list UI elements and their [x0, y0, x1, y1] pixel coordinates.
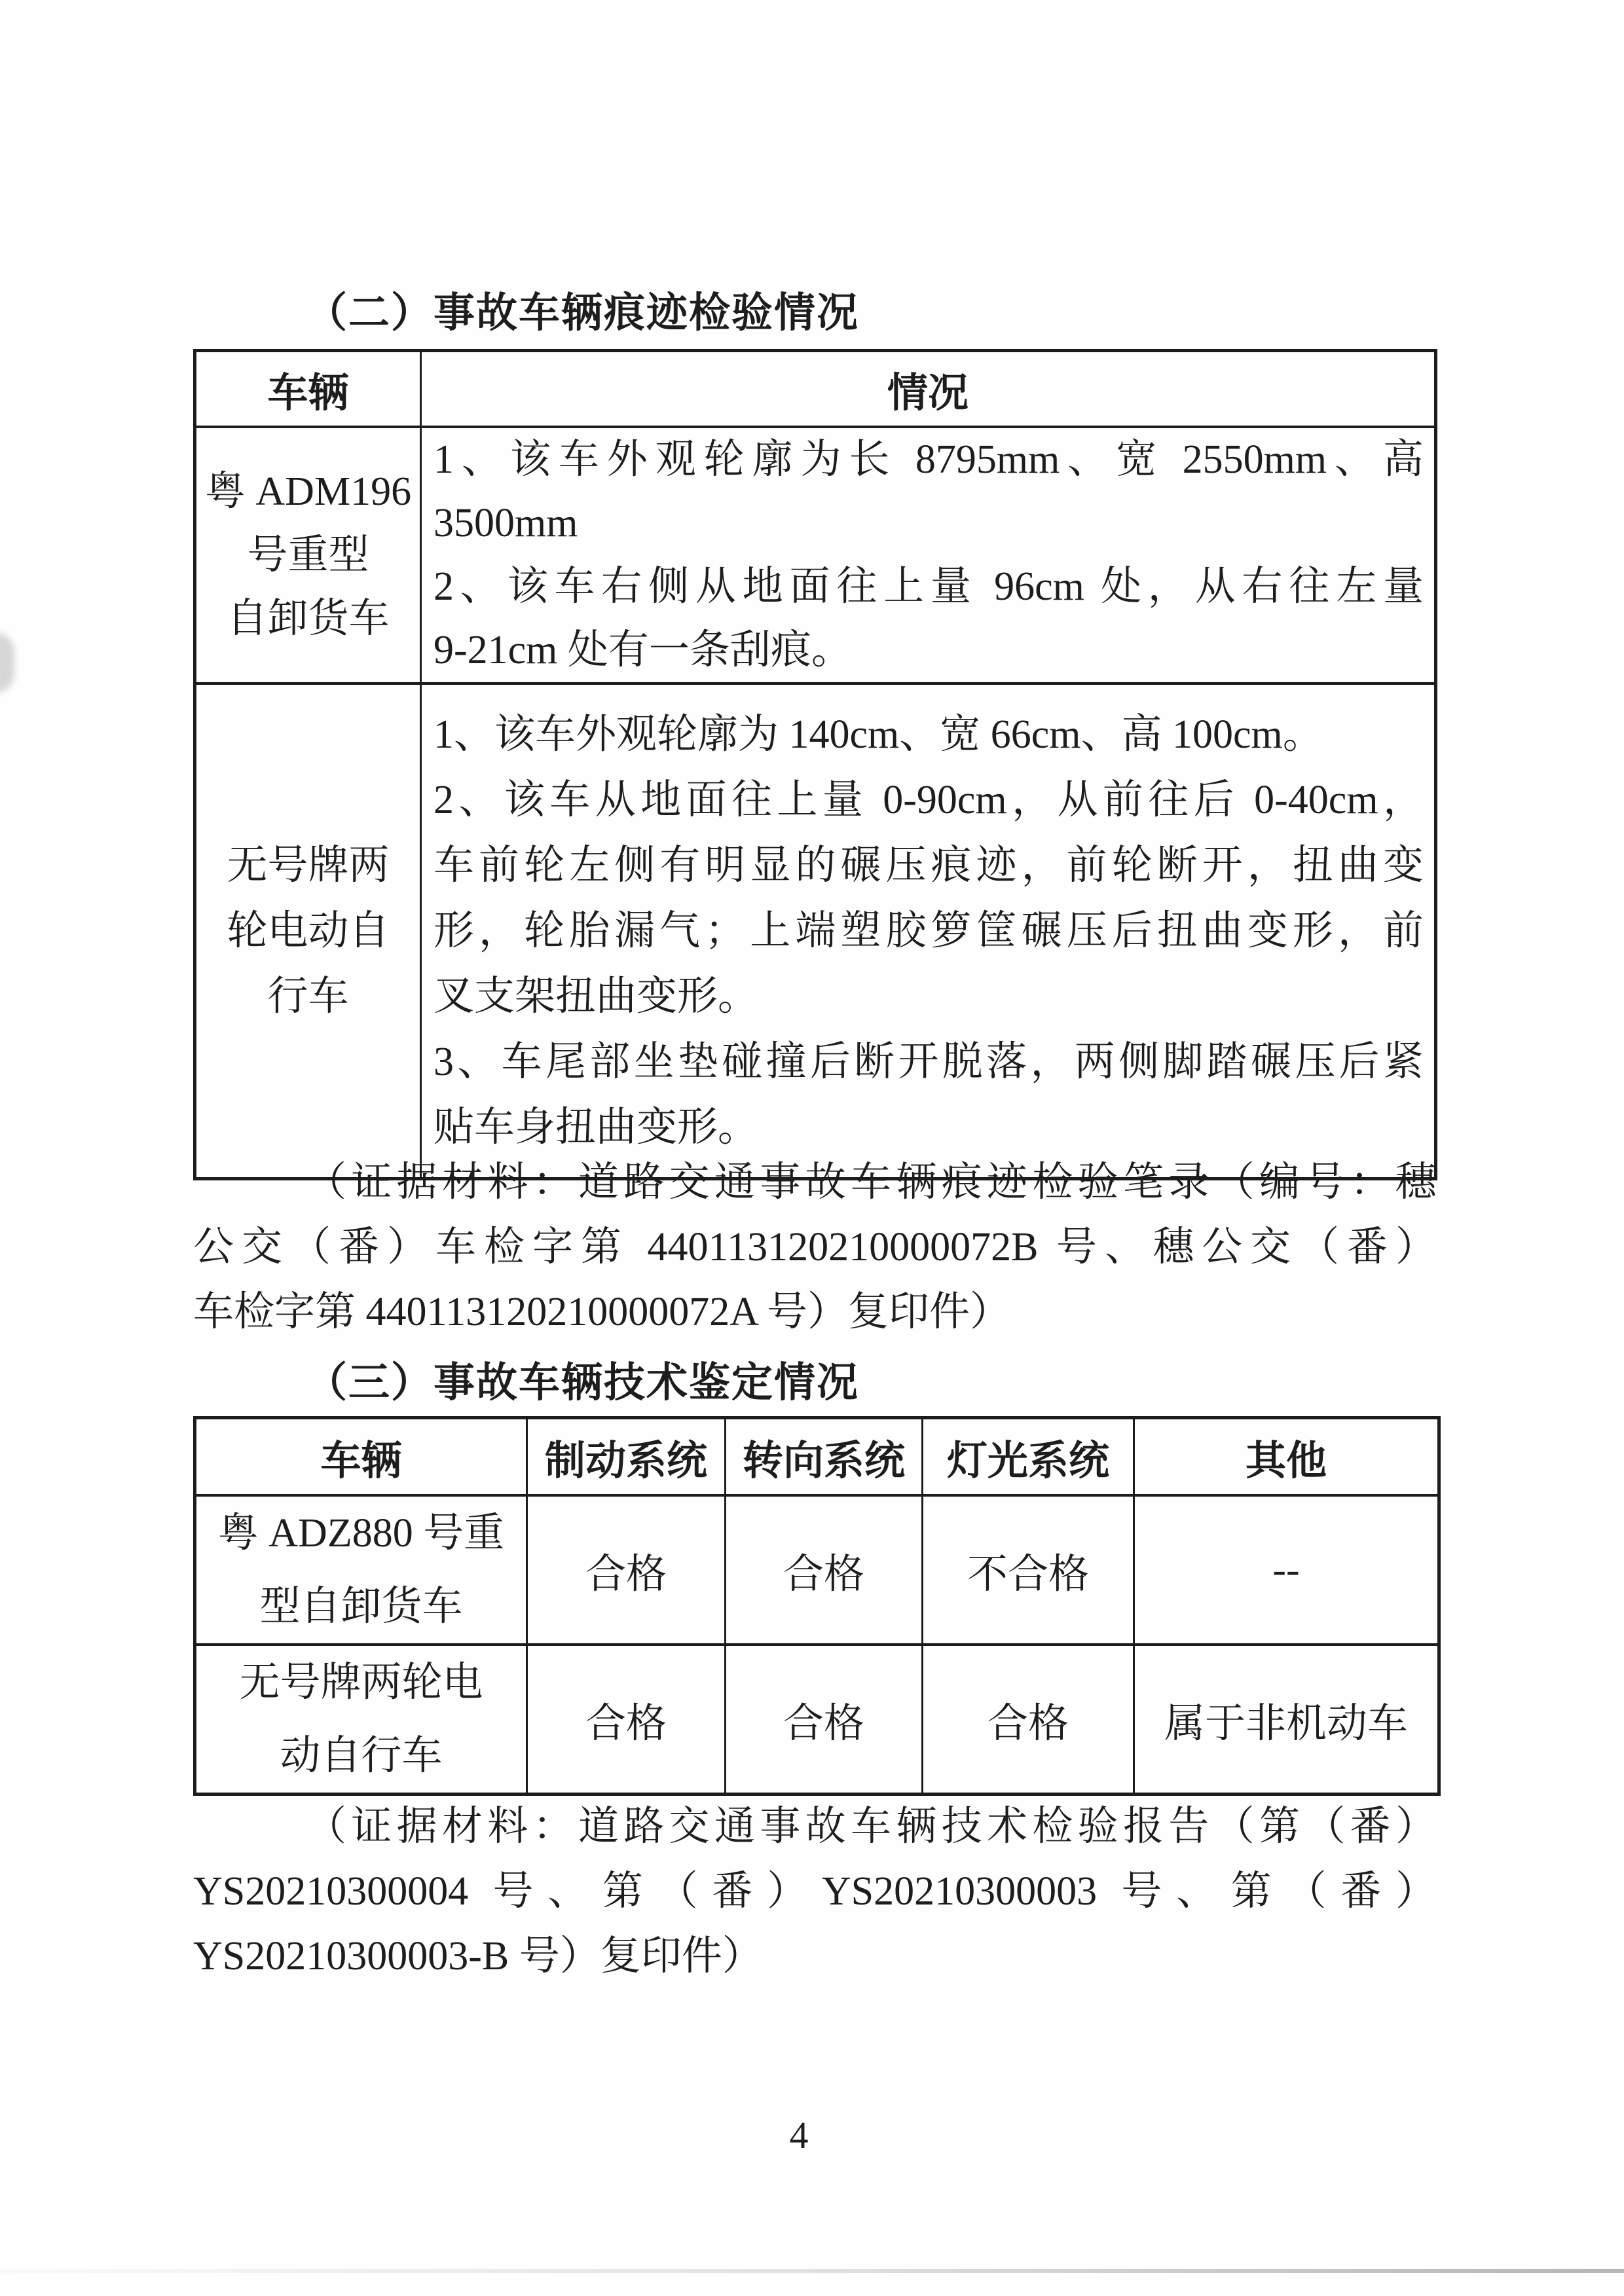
evidence-line: （证据材料：道路交通事故车辆痕迹检验笔录（编号：穗	[306, 1160, 1436, 1205]
vehicle-name-line: 粤 ADM196	[204, 469, 412, 514]
trace-table-row-ebike	[195, 683, 1436, 1179]
other-result-cell: 属于非机动车	[1134, 1645, 1439, 1795]
situation-line: 9-21cm 处有一条刮痕。	[434, 628, 852, 672]
situation-cell	[421, 683, 1436, 1179]
other-result-cell: --	[1134, 1495, 1439, 1645]
trace-table-row-truck	[195, 427, 1436, 683]
page-number: 4	[789, 2114, 809, 2157]
evidence-line: 公交（番）车检字第 440113120210000072B 号、穗公交（番）	[193, 1225, 1436, 1269]
situation-line: 2、该车从地面往上量 0-90cm，从前往后 0-40cm，	[434, 778, 1424, 822]
trace-header-situation: 情况	[421, 351, 1436, 428]
vehicle-name-line: 轮电动自	[227, 909, 390, 953]
tech-table-header-row	[195, 1418, 1439, 1496]
vehicle-name-line: 粤 ADZ880 号重	[217, 1511, 505, 1556]
vehicle-name-cell	[195, 427, 421, 683]
trace-header-vehicle: 车辆	[195, 351, 421, 428]
situation-cell	[421, 427, 1436, 683]
vehicle-name-line: 型自卸货车	[259, 1584, 463, 1629]
tech-table-row-truck	[195, 1495, 1439, 1645]
vehicle-name-line: 行车	[267, 974, 349, 1019]
tech-header-brake-system: 制动系统	[527, 1418, 726, 1496]
trace-table-header-row	[195, 351, 1436, 428]
situation-line: 2、该车右侧从地面往上量 96cm 处，从右往左量	[434, 564, 1424, 609]
steering-result-cell: 合格	[726, 1645, 923, 1795]
evidence-paragraph-trace	[193, 1150, 1436, 1345]
technical-appraisal-table	[193, 1416, 1441, 1796]
scan-crease-artifact	[0, 2269, 1624, 2273]
situation-line: 车前轮左侧有明显的碾压痕迹，前轮断开，扭曲变	[434, 843, 1424, 888]
situation-line: 1、该车外观轮廓为 140cm、宽 66cm、高 100cm。	[434, 712, 1323, 757]
vehicle-name-line: 无号牌两	[227, 843, 390, 888]
tech-header-other: 其他	[1134, 1418, 1439, 1496]
tech-header-steering-system: 转向系统	[726, 1418, 923, 1496]
scan-smudge-artifact	[0, 632, 14, 693]
vehicle-name-line: 无号牌两轮电	[239, 1660, 483, 1705]
tech-table-row-ebike	[195, 1645, 1439, 1795]
evidence-line: （证据材料：道路交通事故车辆技术检验报告（第（番）	[306, 1804, 1436, 1849]
evidence-line: YS20210300003-B 号）复印件）	[193, 1934, 763, 1978]
light-result-cell: 合格	[923, 1645, 1134, 1795]
evidence-paragraph-technical	[193, 1795, 1436, 1989]
steering-result-cell: 合格	[726, 1495, 923, 1645]
brake-result-cell: 合格	[527, 1645, 726, 1795]
light-result-cell: 不合格	[923, 1495, 1134, 1645]
vehicle-name-line: 自卸货车	[227, 596, 390, 641]
vehicle-name-cell	[195, 683, 421, 1179]
situation-line: 1、该车外观轮廓为长 8795mm、宽 2550mm、高 3500mm	[434, 437, 1424, 545]
situation-line: 3、车尾部坐垫碰撞后断开脱落，两侧脚踏碾压后紧	[434, 1040, 1424, 1084]
vehicle-name-line: 号重型	[247, 532, 369, 577]
tech-header-light-system: 灯光系统	[923, 1418, 1134, 1496]
section-heading-technical-appraisal: （三）事故车辆技术鉴定情况	[306, 1360, 859, 1406]
brake-result-cell: 合格	[527, 1495, 726, 1645]
vehicle-name-cell	[195, 1495, 527, 1645]
situation-line: 贴车身扭曲变形。	[434, 1105, 759, 1150]
trace-inspection-table	[193, 349, 1437, 1180]
evidence-line: YS20210300004 号、第（番）YS20210300003 号、第（番）	[193, 1869, 1436, 1914]
tech-header-vehicle: 车辆	[195, 1418, 527, 1496]
section-heading-trace-inspection: （二）事故车辆痕迹检验情况	[306, 290, 859, 336]
situation-line: 叉支架扭曲变形。	[434, 974, 759, 1019]
vehicle-name-cell	[195, 1645, 527, 1795]
situation-line: 形，轮胎漏气；上端塑胶箩筐碾压后扭曲变形，前	[434, 909, 1424, 953]
vehicle-name-line: 动自行车	[280, 1734, 443, 1778]
evidence-line: 车检字第 440113120210000072A 号）复印件）	[193, 1290, 1011, 1334]
